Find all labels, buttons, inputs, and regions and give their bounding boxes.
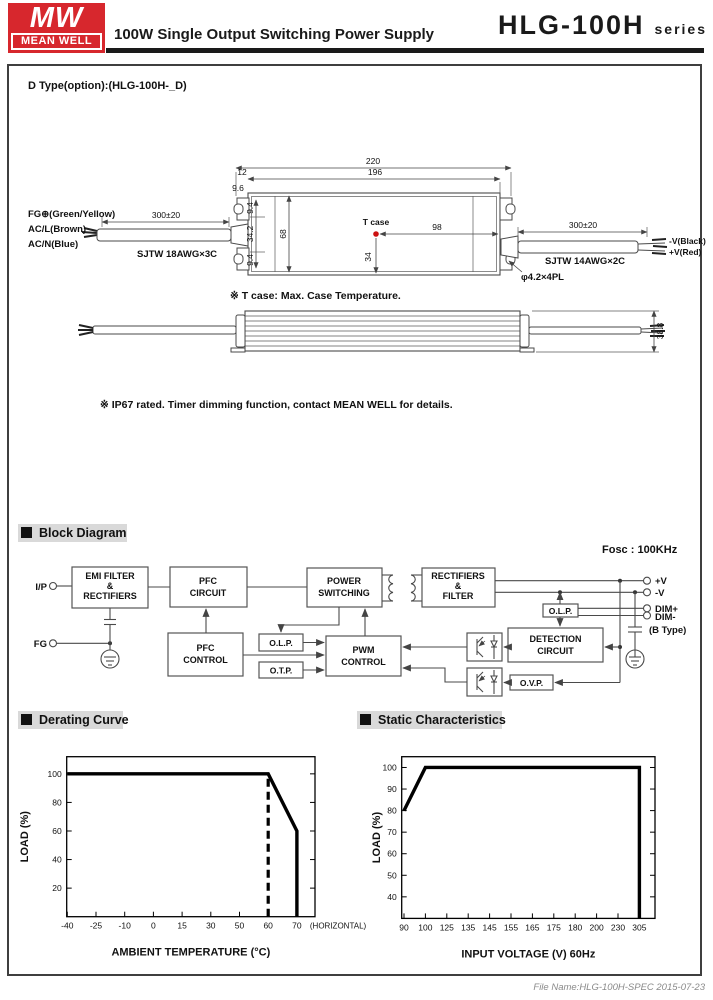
cable-left-type: SJTW 18AWG×3C: [137, 249, 217, 260]
x-tick-label: 60: [263, 920, 273, 931]
dtype-option-label: D Type(option):(HLG-100H-_D): [28, 80, 187, 92]
ovp-label: O.V.P.: [519, 678, 544, 688]
x-tick-label: 200: [589, 922, 604, 933]
y-tick-label: 40: [52, 854, 62, 865]
y-tick-label: 100: [382, 762, 397, 773]
y-tick-label: 80: [387, 805, 397, 816]
wire-label-vplus: +V(Red): [669, 247, 702, 257]
dim-9-4a: 9.4: [245, 202, 255, 214]
input-cable: [97, 229, 231, 241]
x-tick-label: 230: [610, 922, 626, 933]
otp-label: O.T.P.: [269, 665, 293, 676]
hole-callout: φ4.2×4PL: [521, 272, 564, 283]
optocoupler-icon: [467, 633, 502, 661]
tcase-point: [373, 231, 379, 237]
pwm-line1: PWM: [352, 645, 375, 655]
y-tick-label: 100: [47, 768, 62, 779]
pwm-control-box: [326, 636, 401, 676]
dim-34: 34: [363, 252, 373, 262]
y-axis-label: LOAD (%): [371, 811, 383, 864]
dim-220: 220: [365, 156, 381, 166]
derating-chart: [6, 735, 372, 975]
section-title: Static Characteristics: [378, 713, 506, 727]
x-tick-label: 135: [461, 922, 476, 933]
model-number: HLG-100H: [497, 10, 645, 40]
tcase-label: T case: [362, 217, 390, 227]
output-cable: [518, 241, 638, 253]
optocoupler-icon: [467, 668, 502, 696]
section-title: Derating Curve: [39, 713, 129, 727]
x-axis-label: INPUT VOLTAGE (V) 60Hz: [461, 948, 596, 961]
pfc-circuit-box: [170, 567, 247, 607]
olp-right-label: O.L.P.: [548, 606, 573, 616]
transformer-primary: [389, 575, 393, 601]
logo-brand-text: MEAN WELL: [11, 33, 102, 50]
model-title: [498, 10, 707, 41]
cable-right-type: SJTW 14AWG×2C: [545, 256, 625, 267]
dim-34-2: 34.2: [245, 225, 255, 243]
ps-line2: SWITCHING: [318, 588, 370, 598]
header-rule: [106, 48, 704, 53]
series-suffix: series: [654, 21, 707, 37]
x-tick-label: 15: [177, 920, 187, 931]
note-tcase: ※ T case: Max. Case Temperature.: [230, 290, 401, 302]
terminal-vplus: +V: [655, 576, 667, 587]
terminal-dimminus: DIM-: [655, 612, 676, 623]
dim-38-8: 38.8: [655, 322, 665, 340]
terminal-dimplus: DIM+: [655, 604, 678, 615]
section-title: Block Diagram: [39, 526, 127, 540]
logo-mw-text: MW: [29, 2, 84, 34]
rf-line2: &: [454, 581, 462, 591]
cable-left-length: 300±20: [151, 210, 181, 220]
dim-12: 12: [237, 167, 247, 177]
dim-9-4b: 9.4: [245, 254, 255, 266]
x-tick-label: 145: [482, 922, 497, 933]
x-tick-label: -40: [61, 920, 74, 931]
x-tick-label: 180: [568, 922, 583, 933]
emi-line1: EMI FILTER: [85, 571, 135, 581]
olp-left-label: O.L.P.: [269, 638, 293, 648]
terminal-btype: (B Type): [649, 625, 687, 636]
terminal-ip: I/P: [35, 582, 47, 593]
pfc-line1: PFC: [199, 576, 217, 586]
fosc-label: Fosc : 100KHz: [602, 544, 678, 556]
x-tick-label: 50: [234, 920, 245, 931]
x-tick-label: 305: [632, 922, 647, 933]
wire-label-acl: AC/L(Brown): [28, 224, 87, 235]
y-tick-label: 90: [387, 784, 397, 795]
wire-label-vminus: -V(Black): [669, 236, 706, 246]
x-tick-label: 165: [525, 922, 540, 933]
dim-68: 68: [278, 229, 288, 239]
section-square-icon: [21, 714, 32, 725]
wire-label-fg: FG⊕(Green/Yellow): [28, 209, 116, 220]
rf-line1: RECTIFIERS: [431, 571, 485, 581]
x-tick-label: 30: [206, 920, 216, 931]
rf-line3: FILTER: [442, 591, 474, 601]
data-line: [404, 767, 639, 918]
x-tick-label: 155: [503, 922, 519, 933]
plot-frame: [67, 757, 315, 917]
x-tick-label: 175: [546, 922, 561, 933]
y-tick-label: 60: [52, 825, 62, 836]
x-tick-label: -10: [118, 920, 131, 931]
y-tick-label: 50: [387, 870, 397, 881]
x-tick-label: 0: [151, 920, 156, 931]
ps-line1: POWER: [326, 576, 362, 586]
data-line: [67, 774, 297, 917]
cable-right-length: 300±20: [568, 220, 598, 230]
file-name-footer: File Name:HLG-100H-SPEC 2015-07-23: [533, 982, 705, 993]
y-tick-label: 80: [52, 797, 62, 808]
x-tick-label: 125: [439, 922, 454, 933]
y-axis-label: LOAD (%): [19, 811, 31, 863]
dim-9-6: 9.6: [232, 183, 244, 193]
dim-98: 98: [432, 222, 442, 232]
mechanical-drawing: [9, 120, 709, 422]
meanwell-logo: [8, 3, 105, 53]
det-line1: DETECTION: [529, 634, 582, 644]
emi-line2: &: [106, 581, 114, 591]
block-diagram: [9, 535, 705, 707]
y-tick-label: 70: [387, 827, 397, 838]
section-static-characteristics: [357, 711, 506, 729]
transformer-secondary: [411, 575, 415, 601]
emi-line3: RECTIFIERS: [83, 591, 137, 601]
x-axis-note: (HORIZONTAL): [309, 921, 367, 931]
y-tick-label: 40: [387, 891, 397, 902]
plot-frame: [402, 757, 655, 919]
terminal-fg: FG: [33, 639, 47, 650]
pfcc-line2: CONTROL: [183, 655, 228, 665]
x-tick-label: -25: [89, 920, 103, 931]
static-chart: [360, 735, 710, 975]
section-derating-curve: [18, 711, 129, 729]
pfc-line2: CIRCUIT: [189, 588, 227, 598]
x-tick-label: 90: [399, 922, 409, 933]
page-title: 100W Single Output Switching Power Supply: [114, 26, 435, 43]
section-square-icon: [360, 714, 371, 725]
x-tick-label: 70: [292, 920, 302, 931]
wire-label-acn: AC/N(Blue): [28, 239, 79, 250]
y-tick-label: 20: [52, 883, 62, 894]
dim-196: 196: [367, 167, 383, 177]
x-tick-label: 100: [418, 922, 433, 933]
terminal-vminus: -V: [655, 588, 665, 599]
x-axis-label: AMBIENT TEMPERATURE (°C): [111, 946, 271, 959]
pfcc-line1: PFC: [196, 643, 215, 653]
pwm-line2: CONTROL: [341, 657, 386, 667]
note-ip67: ※ IP67 rated. Timer dimming function, contact MEAN WELL for details.: [100, 399, 453, 411]
det-line2: CIRCUIT: [537, 646, 574, 656]
y-tick-label: 60: [387, 848, 397, 859]
